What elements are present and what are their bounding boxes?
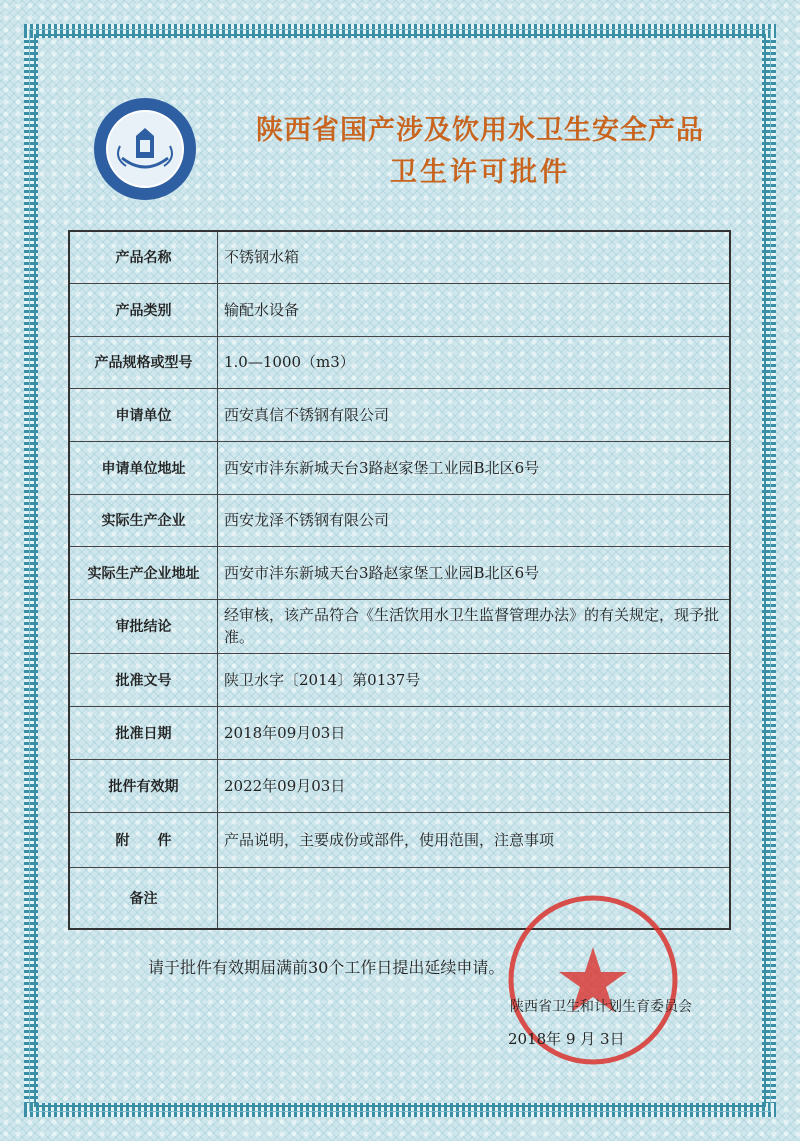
row-label: 实际生产企业地址 (69, 546, 218, 599)
row-label: 申请单位 (69, 388, 218, 441)
row-value: 西安市沣东新城天台3路赵家堡工业园B北区6号 (218, 441, 731, 494)
table-row (69, 812, 730, 867)
renewal-note: 请于批件有效期届满前30个工作日提出延续申请。 (148, 958, 505, 977)
table-row (69, 283, 730, 336)
issue-date: 2018年 9 月 3日 (508, 1030, 625, 1048)
table-row (69, 706, 730, 759)
issuing-authority: 陕西省卫生和计划生育委员会 (510, 999, 692, 1015)
row-value: 产品说明，主要成份或部件，使用范围，注意事项 (218, 812, 731, 867)
row-value: 2018年09月03日 (218, 706, 731, 759)
table-row (69, 388, 730, 441)
row-value: 2022年09月03日 (218, 759, 731, 812)
table-row (69, 231, 730, 283)
table-row (69, 759, 730, 812)
table-row (69, 336, 730, 388)
table-row (69, 494, 730, 546)
row-label: 产品名称 (69, 231, 218, 283)
approval-table (68, 230, 731, 930)
table-row (69, 546, 730, 599)
row-label: 实际生产企业 (69, 494, 218, 546)
row-label: 批准文号 (69, 653, 218, 706)
table-row (69, 599, 730, 653)
row-label: 产品类别 (69, 283, 218, 336)
row-value: 西安市沣东新城天台3路赵家堡工业园B北区6号 (218, 546, 731, 599)
row-label: 批准日期 (69, 706, 218, 759)
row-label: 批件有效期 (69, 759, 218, 812)
row-label: 审批结论 (69, 599, 218, 653)
row-value: 陕卫水字〔2014〕第0137号 (218, 653, 731, 706)
health-inspection-emblem-icon (92, 96, 198, 202)
row-value: 输配水设备 (218, 283, 731, 336)
row-value: 经审核，该产品符合《生活饮用水卫生监督管理办法》的有关规定，现予批准。 (218, 599, 731, 653)
row-value: 不锈钢水箱 (218, 231, 731, 283)
table-row (69, 653, 730, 706)
row-label: 附 件 (69, 812, 218, 867)
table-row (69, 441, 730, 494)
row-label: 备注 (69, 867, 218, 929)
row-label: 产品规格或型号 (69, 336, 218, 388)
title-line-2: 卫生许可批件 (390, 157, 570, 188)
title-line-1: 陕西省国产涉及饮用水卫生安全产品 (256, 115, 704, 146)
row-value: 西安真信不锈钢有限公司 (218, 388, 731, 441)
row-value: 西安龙泽不锈钢有限公司 (218, 494, 731, 546)
row-value: 1.0—1000（m3） (218, 336, 731, 388)
certificate-title (220, 112, 740, 192)
row-label: 申请单位地址 (69, 441, 218, 494)
